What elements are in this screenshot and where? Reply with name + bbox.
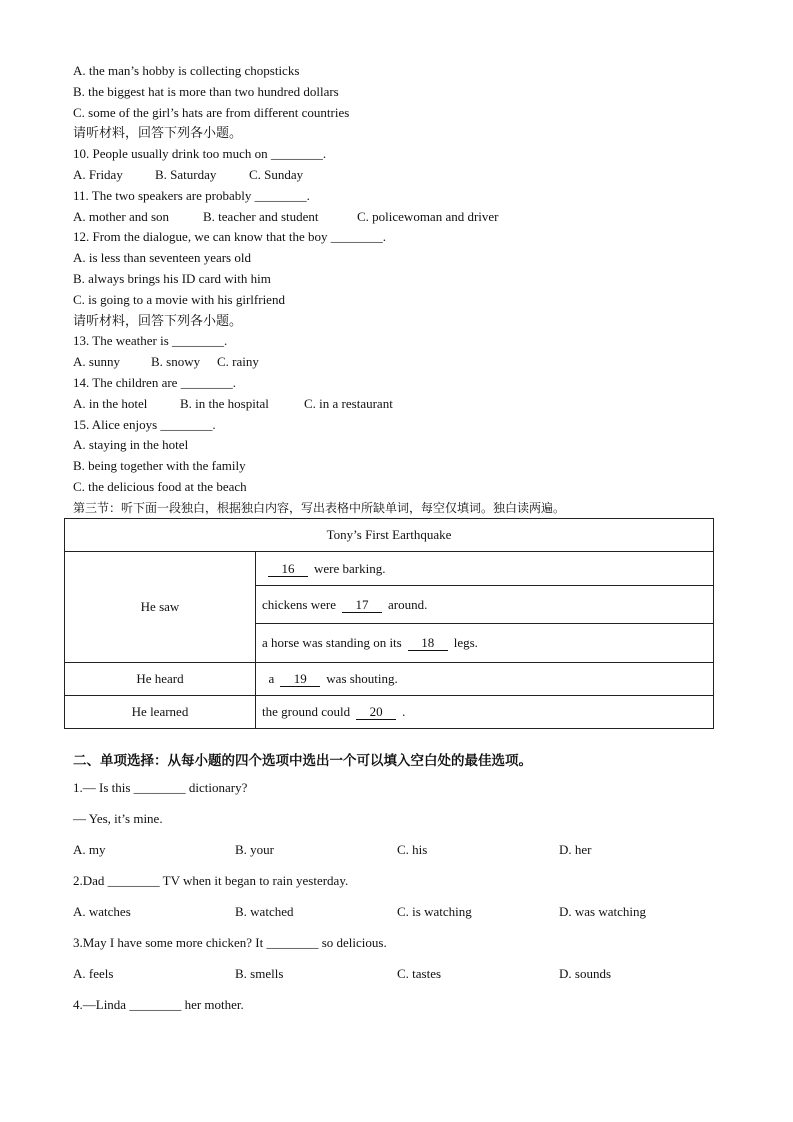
blank-16: 16 <box>268 562 308 577</box>
option: A. mother and son <box>73 208 170 224</box>
option: B. watched <box>235 904 294 919</box>
option: B. teacher and student <box>203 208 319 224</box>
section-instruction: 第三节：听下面一段独白，根据独白内容，写出表格中所缺单词，每空仅填词。独白读两遍。 <box>73 500 566 515</box>
cell-he-heard: He heard <box>65 663 256 696</box>
options-1 <box>73 834 721 865</box>
text: a <box>268 671 275 686</box>
option: D. her <box>559 842 592 857</box>
listening-section <box>73 61 565 519</box>
options-3 <box>73 958 721 989</box>
instruction: 请听材料，回答下列各小题。 <box>73 312 243 328</box>
option-line: A. is less than seventeen years old <box>73 250 251 266</box>
option: D. was watching <box>559 904 647 919</box>
blank-19: 19 <box>280 672 320 687</box>
section-heading: 二、单项选择：从每小题的四个选项中选出一个可以填入空白处的最佳选项。 <box>73 753 532 769</box>
cell-he-learned: He learned <box>65 696 256 729</box>
question-3: 3.May I have some more chicken? It ________ so delicious. <box>73 935 387 950</box>
options-11 <box>73 207 565 228</box>
question-4: 4.—Linda ________ her mother. <box>73 997 244 1012</box>
question-12: 12. From the dialogue, we can know that the boy ________. <box>73 229 387 245</box>
option-line: C. is going to a movie with his girlfriend <box>73 291 285 307</box>
option: C. is watching <box>397 904 472 919</box>
option: C. rainy <box>217 354 259 370</box>
blank-18: 18 <box>408 636 448 651</box>
options-2 <box>73 896 721 927</box>
text: . <box>402 704 406 719</box>
text: were barking. <box>314 560 386 576</box>
text: the ground could <box>262 704 351 719</box>
option: C. tastes <box>397 966 442 981</box>
cell-he-saw: He saw <box>65 552 256 663</box>
table-row-20 <box>256 696 714 729</box>
option-line: A. staying in the hotel <box>73 437 189 453</box>
option: C. in a restaurant <box>304 395 393 411</box>
options-10 <box>73 165 565 186</box>
question-2: 2.Dad ________ TV when it began to rain yesterday. <box>73 873 349 888</box>
option: B. snowy <box>151 354 201 370</box>
options-14 <box>73 394 565 415</box>
single-choice-section <box>73 750 721 1020</box>
question-13: 13. The weather is ________. <box>73 333 228 349</box>
question-15: 15. Alice enjoys ________. <box>73 416 216 432</box>
text: chickens were <box>262 596 336 612</box>
option: A. my <box>73 842 106 857</box>
table-title: Tony’s First Earthquake <box>65 519 714 552</box>
option: A. sunny <box>73 354 120 370</box>
option: C. policewoman and driver <box>357 208 499 224</box>
blank-20: 20 <box>356 705 396 720</box>
table-row-16 <box>256 552 714 586</box>
option: B. in the hospital <box>180 395 269 411</box>
option: B. smells <box>235 966 284 981</box>
table-row-19 <box>256 663 714 696</box>
option: D. sounds <box>559 966 612 981</box>
option: A. feels <box>73 966 114 981</box>
blank-17: 17 <box>342 598 382 613</box>
option: C. his <box>397 842 428 857</box>
question-1-reply: — Yes, it’s mine. <box>73 811 163 826</box>
text: around. <box>388 596 428 612</box>
option: A. in the hotel <box>73 395 148 411</box>
question-10: 10. People usually drink too much on ________. <box>73 146 327 162</box>
question-1: 1.— Is this ________ dictionary? <box>73 780 248 795</box>
option-line: A. the man’s hobby is collecting chopsticks <box>73 63 300 78</box>
option: C. Sunday <box>249 166 304 182</box>
question-11: 11. The two speakers are probably ________. <box>73 187 310 203</box>
option: B. your <box>235 842 274 857</box>
option-line: C. some of the girl’s hats are from different countries <box>73 104 350 120</box>
option-line: B. the biggest hat is more than two hundred dollars <box>73 83 339 99</box>
question-14: 14. The children are ________. <box>73 374 236 390</box>
option: A. watches <box>73 904 131 919</box>
option-line: B. always brings his ID card with him <box>73 270 271 286</box>
table-row-17 <box>256 586 714 624</box>
instruction: 请听材料，回答下列各小题。 <box>73 125 243 141</box>
text: a horse was standing on its <box>262 635 402 650</box>
text: was shouting. <box>326 671 398 686</box>
text: legs. <box>453 635 478 650</box>
options-13 <box>73 352 565 373</box>
table-row-18 <box>256 624 714 663</box>
option: A. Friday <box>73 166 123 182</box>
option-line: C. the delicious food at the beach <box>73 478 247 494</box>
earthquake-table <box>64 518 714 729</box>
option: B. Saturday <box>155 166 217 182</box>
option-line: B. being together with the family <box>73 458 246 474</box>
